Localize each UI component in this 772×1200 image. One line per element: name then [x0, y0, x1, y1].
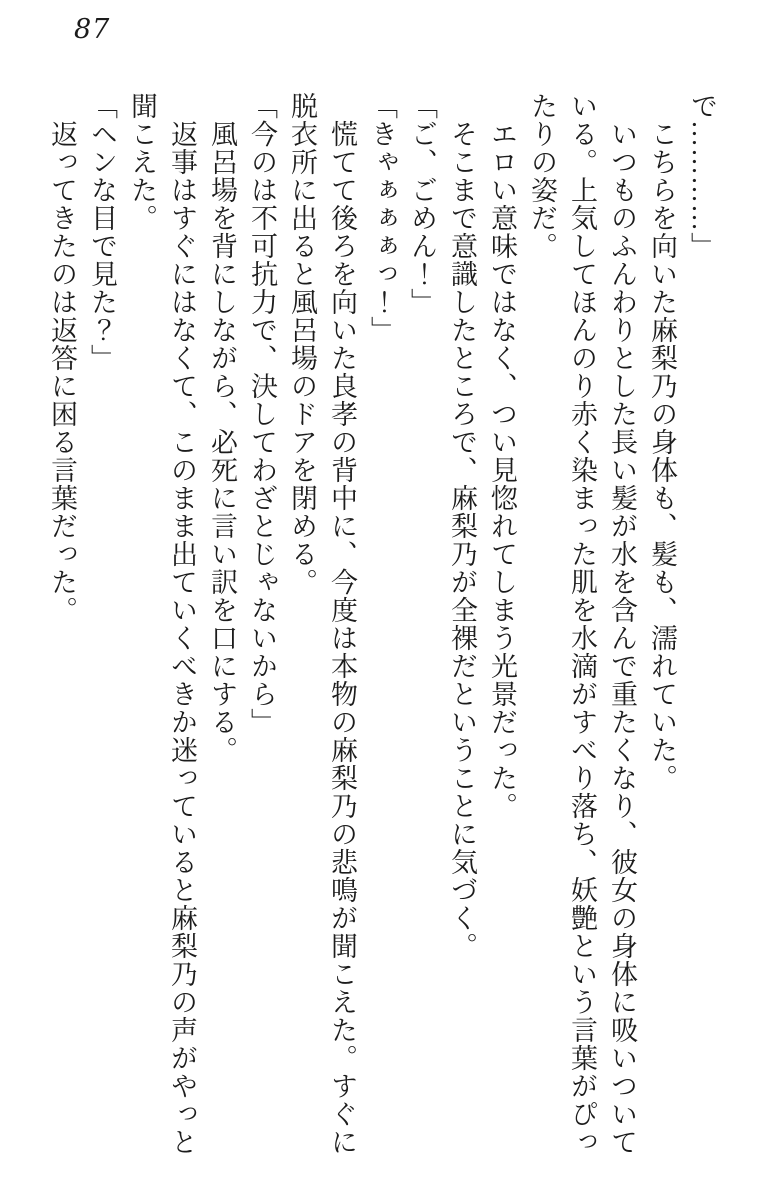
paragraph: そこまで意識したところで、麻梨乃が全裸だということに気づく。: [447, 120, 477, 960]
paragraph: 「きゃぁぁぁっ！」: [367, 92, 397, 344]
paragraph: 返事はすぐにはなくて、このまま出ていくべきか迷っていると麻梨乃の声がやっと聞こえた。: [127, 92, 197, 1156]
paragraph: エロい意味ではなく、つい見惚れてしまう光景だった。: [487, 120, 517, 820]
paragraph: 「ヘンな目で見た？」: [87, 92, 117, 372]
novel-text-block: [42, 92, 722, 1160]
page-number: 87: [74, 14, 111, 45]
paragraph: いつものふんわりとした長い髪が水を含んで重たくなり、彼女の身体に吸いついている。上気してほんのり赤く染まった肌を水滴がすべり落ち、妖艶という言葉がぴったりの姿だ。: [527, 92, 637, 1156]
paragraph: 「ご、ごめん！」: [407, 92, 437, 316]
paragraph: こちらを向いた麻梨乃の身体も、髪も、濡れていた。: [647, 120, 677, 792]
paragraph: 風呂場を背にしながら、必死に言い訳を口にする。: [207, 120, 237, 764]
paragraph: 返ってきたのは返答に困る言葉だった。: [47, 120, 77, 624]
paragraph: 「今のは不可抗力で、決してわざとじゃないから」: [247, 92, 277, 736]
paragraph: 慌てて後ろを向いた良孝の背中に、今度は本物の麻梨乃の悲鳴が聞こえた。すぐに脱衣所に出ると風呂場のドアを閉める。: [287, 92, 357, 1156]
paragraph: で…………」: [687, 92, 717, 260]
